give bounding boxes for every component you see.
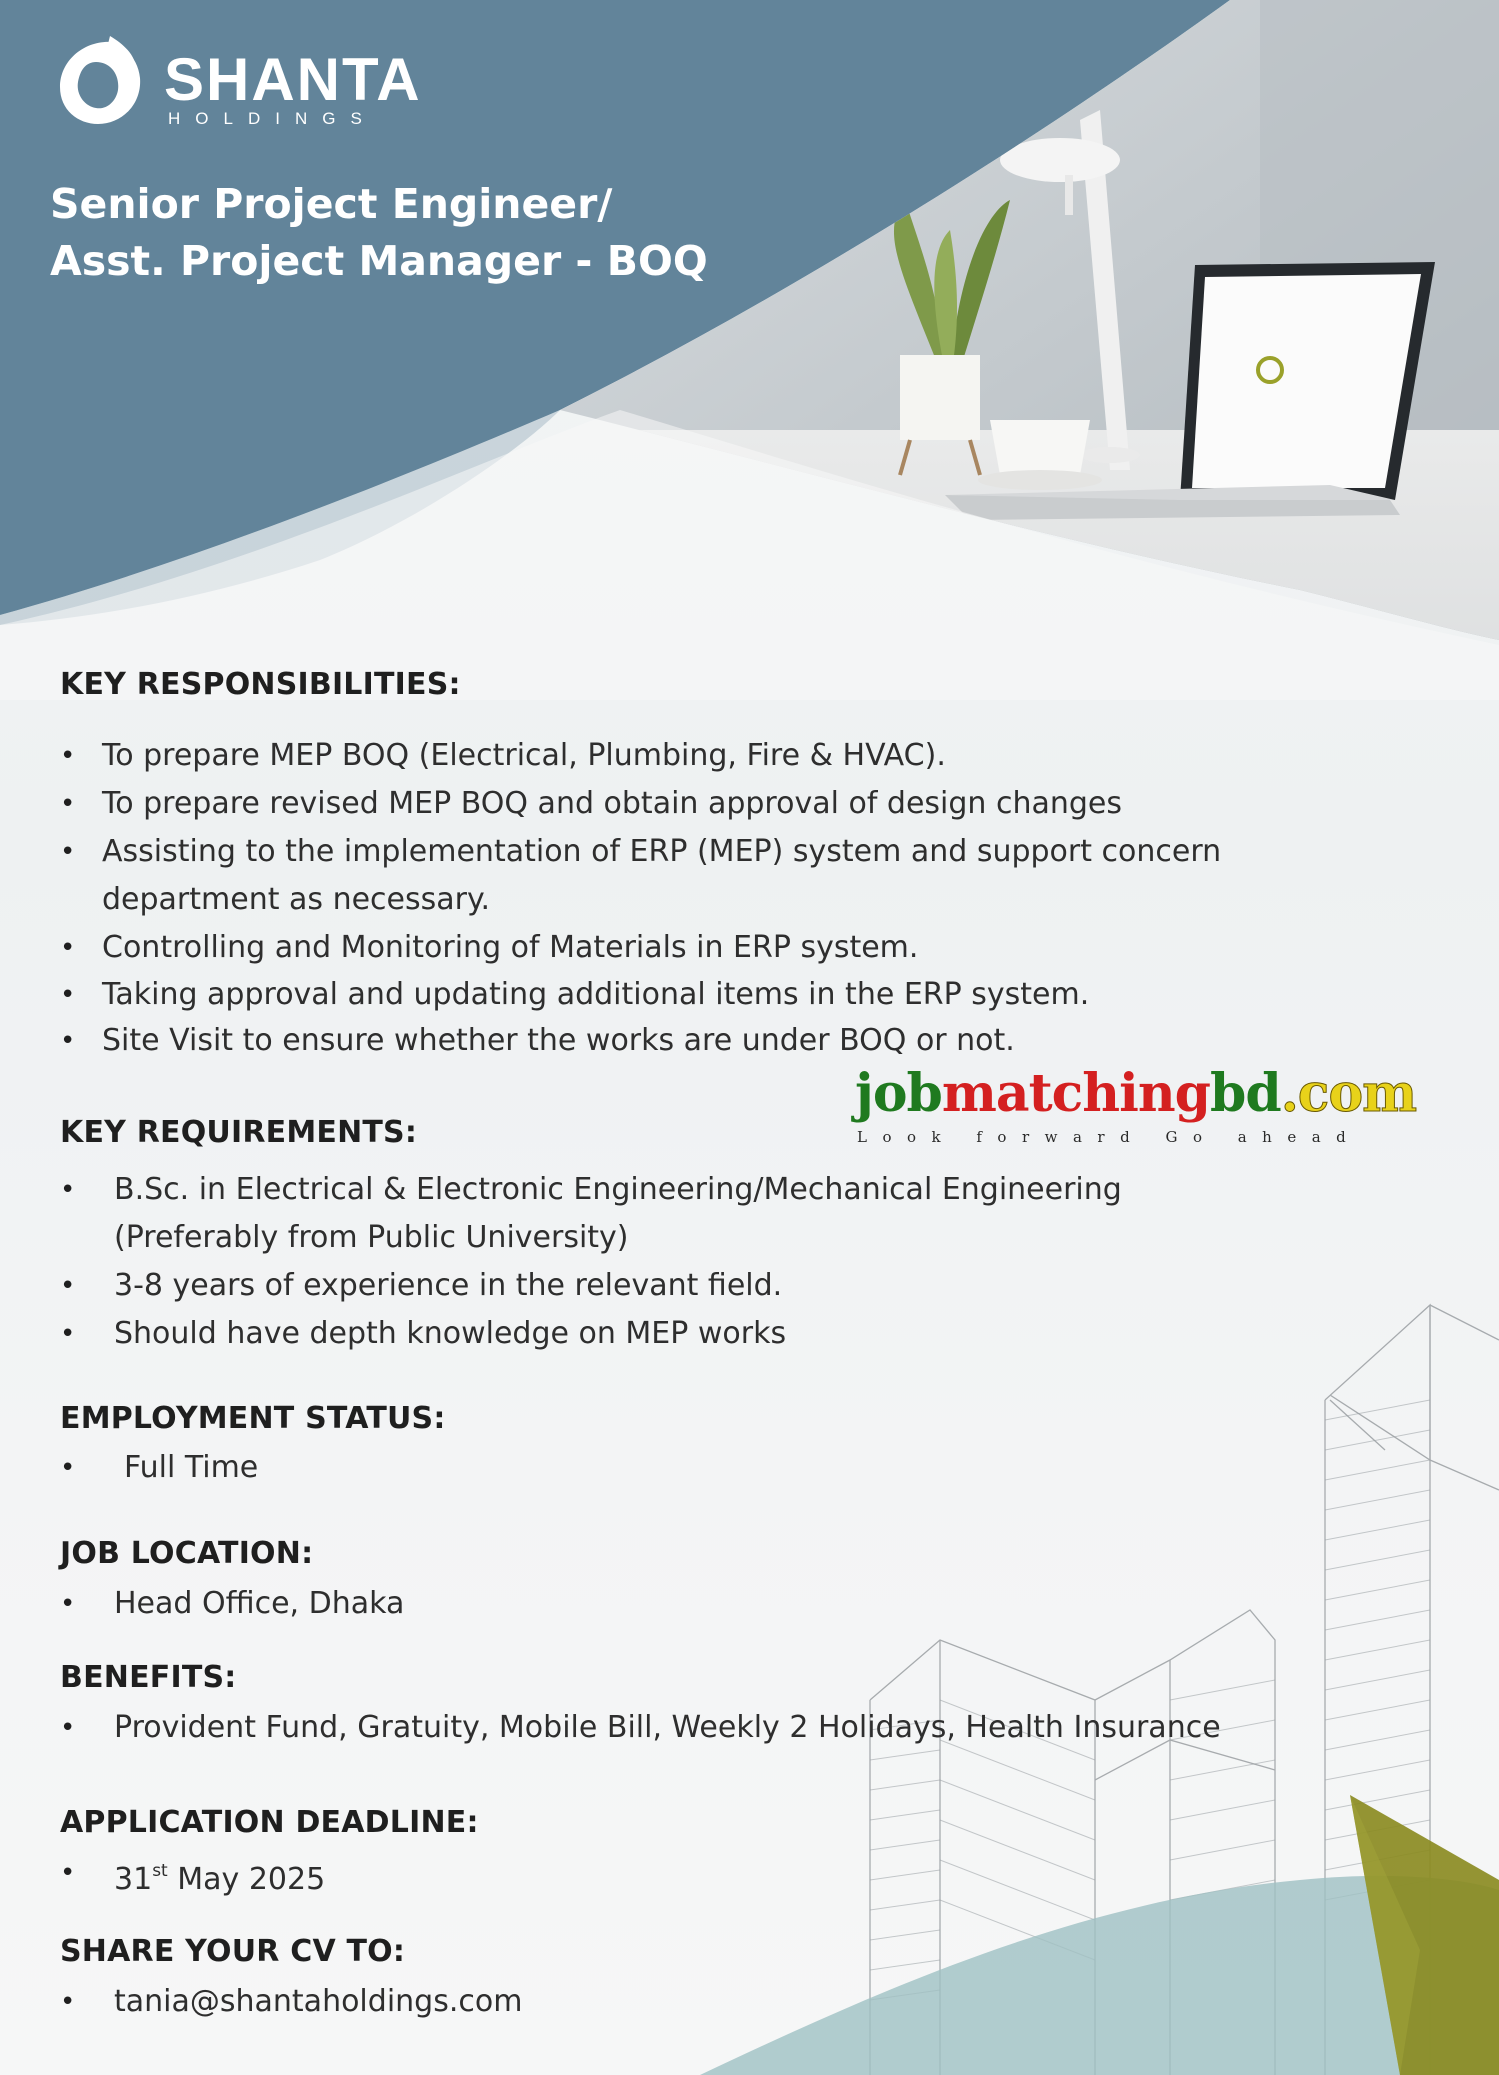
list-item: • Controlling and Monitoring of Materials in ERP system. — [60, 930, 919, 965]
share-cv-heading: SHARE YOUR CV TO: — [60, 1934, 406, 1969]
job-title-line-2: Asst. Project Manager - BOQ — [50, 237, 708, 285]
application-deadline-list — [52, 1849, 952, 1904]
date-suffix: st — [152, 1861, 168, 1881]
list-item: • B.Sc. in Electrical & Electronic Engineering/Mechanical Engineering — [60, 1172, 1122, 1207]
list-item-continuation: department as necessary. — [102, 882, 490, 917]
list-item: • Head Office, Dhaka — [60, 1586, 405, 1621]
jobmatchingbd-watermark — [855, 1063, 1455, 1158]
benefits-heading: BENEFITS: — [60, 1660, 237, 1695]
benefits-list — [52, 1704, 1452, 1752]
shanta-logo — [50, 28, 470, 138]
share-cv-list — [52, 1978, 952, 2026]
watermark-tagline: Look forward Go ahead — [857, 1128, 1362, 1146]
responsibilities-heading: KEY RESPONSIBILITIES: — [60, 667, 461, 702]
job-location-heading: JOB LOCATION: — [60, 1536, 314, 1571]
application-deadline-heading: APPLICATION DEADLINE: — [60, 1805, 479, 1840]
job-title-line-1: Senior Project Engineer/ — [50, 180, 613, 228]
list-item: • Site Visit to ensure whether the works are under BOQ or not. — [60, 1023, 1015, 1058]
list-item: • To prepare revised MEP BOQ and obtain approval of design changes — [60, 786, 1123, 821]
list-item: • Assisting to the implementation of ERP (MEP) system and support concern — [60, 834, 1222, 869]
responsibilities-list — [52, 732, 1352, 1064]
employment-status-list — [52, 1444, 952, 1492]
shanta-logo-mark-icon — [50, 32, 150, 132]
list-item-continuation: (Preferably from Public University) — [114, 1220, 629, 1255]
cv-email-link[interactable]: tania@shantaholdings.com — [114, 1984, 523, 2019]
brand-subtitle: HOLDINGS — [168, 109, 377, 128]
requirements-list — [52, 1166, 1352, 1358]
list-item: • Taking approval and updating additional items in the ERP system. — [60, 977, 1090, 1012]
list-item: • Full Time — [60, 1450, 259, 1485]
brand-name: SHANTA — [164, 46, 422, 113]
employment-status-heading: EMPLOYMENT STATUS: — [60, 1401, 446, 1436]
requirements-heading: KEY REQUIREMENTS: — [60, 1115, 418, 1150]
list-item: • To prepare MEP BOQ (Electrical, Plumbing, Fire & HVAC). — [60, 738, 946, 773]
list-item: • tania@shantaholdings.com — [60, 1984, 523, 2019]
list-item: • Should have depth knowledge on MEP works — [60, 1316, 787, 1351]
watermark-wordmark: jobmatchingbd.com — [855, 1063, 1417, 1124]
job-location-list — [52, 1580, 952, 1628]
list-item: • Provident Fund, Gratuity, Mobile Bill, Weekly 2 Holidays, Health Insurance — [60, 1710, 1221, 1745]
list-item: • 3-8 years of experience in the relevant field. — [60, 1268, 783, 1303]
list-item: • 31st May 2025 — [60, 1858, 326, 1897]
job-title — [50, 176, 790, 290]
